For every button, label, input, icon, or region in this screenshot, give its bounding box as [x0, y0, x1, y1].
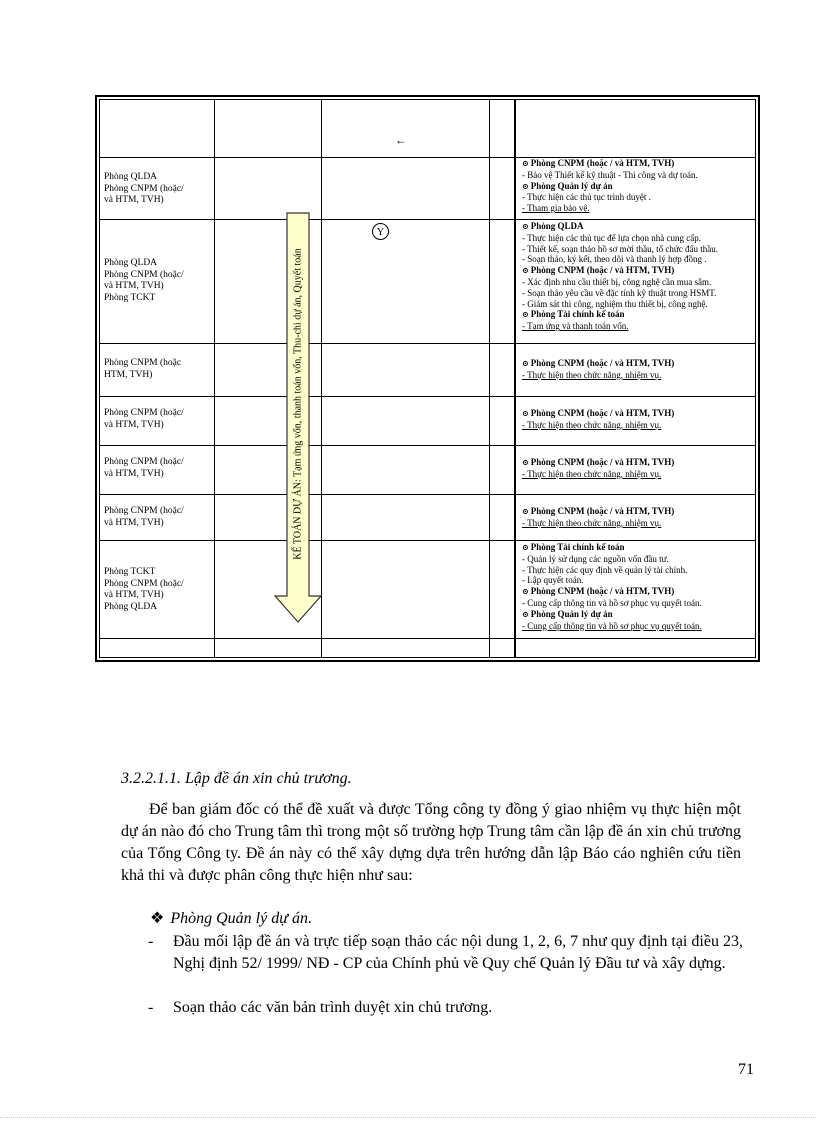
- dash-bullet: -: [148, 999, 154, 1016]
- task-heading: [522, 457, 752, 469]
- task-line: - Thực hiện theo chức năng, nhiệm vụ.: [522, 468, 662, 479]
- col-line-3: [489, 99, 490, 658]
- sub-heading-text: Phòng Quản lý dự án.: [170, 910, 312, 927]
- unit-line: Phòng CNPM (hoặc: [104, 358, 182, 368]
- task-heading: [522, 586, 752, 598]
- y-marker: Y: [372, 223, 389, 240]
- unit-line: Phòng CNPM (hoặc/: [104, 269, 184, 280]
- section-number: 3.2.2.1.1.: [121, 770, 181, 787]
- circle-bullet-icon: ⊙: [522, 458, 531, 467]
- task-heading-text: Phòng CNPM (hoặc / và HTM, TVH): [530, 408, 675, 418]
- unit-line: và HTM, TVH): [104, 419, 164, 430]
- task-heading: [522, 221, 752, 233]
- row-line: [99, 638, 756, 639]
- task-heading: [522, 408, 752, 420]
- task-line: - Thực hiện theo chức năng, nhiệm vụ.: [522, 517, 662, 528]
- page-number: 71: [738, 1061, 754, 1078]
- row-line: [99, 445, 756, 446]
- row-line: [99, 540, 756, 541]
- row-task-cell: [522, 408, 752, 431]
- task-heading-text: Phòng CNPM (hoặc / và HTM, TVH): [530, 457, 675, 467]
- task-heading: [522, 506, 752, 518]
- unit-line: Phòng CNPM (hoặc/: [104, 578, 184, 589]
- task-heading-text: Phòng Tài chính kế toán: [530, 542, 625, 552]
- unit-line: và HTM, TVH): [104, 195, 164, 205]
- footer-divider: [0, 1117, 816, 1118]
- dash-bullet: -: [148, 933, 154, 950]
- circle-bullet-icon: ⊙: [522, 609, 531, 619]
- task-heading: [522, 358, 752, 370]
- task-heading-text: Phòng CNPM (hoặc / và HTM, TVH): [530, 265, 675, 276]
- task-heading-text: Phòng QLDA: [530, 221, 584, 231]
- section-title: Lập đề án xin chủ trương: [185, 770, 348, 787]
- accounting-arrow-label: KẾ TOÁN DỰ ÁN: Tạm ứng vốn, thanh toán vốn, Thu-chi dự án, Quyết toán: [292, 248, 304, 560]
- task-heading-text: Phòng Quản lý dự án: [530, 180, 613, 191]
- row-unit-cell: [104, 457, 184, 480]
- task-heading: [522, 309, 752, 321]
- unit-line: và HTM, TVH): [104, 468, 164, 479]
- paragraph-text: Để ban giám đốc có thể đề xuất và được Tổng công ty đồng ý giao nhiệm vụ thực hiện một dự án nào đó cho Trung tâm thì trong một số trường hợp Trung tâm cần lập đề án xin chủ trương của Tổng Công ty. Đề án này có thể xây dựng dựa trên hướng dẫn lập Báo cáo nghiên cứu tiền khả thi và được phân công thực hiện như sau:: [121, 801, 741, 884]
- circle-bullet-icon: ⊙: [522, 587, 531, 597]
- col-line-1: [214, 99, 215, 658]
- task-line: - Soạn thảo yêu cầu về đặc tính kỹ thuật trong HSMT.: [522, 287, 717, 298]
- task-heading: [522, 158, 752, 170]
- sub-heading: [150, 908, 312, 928]
- row-task-cell: [522, 506, 752, 529]
- task-line: - Thực hiện các thủ tục trình duyệt .: [522, 192, 651, 203]
- circle-bullet-icon: ⊙: [522, 266, 531, 276]
- unit-line: Phòng QLDA: [104, 258, 158, 268]
- task-heading-text: Phòng CNPM (hoặc / và HTM, TVH): [530, 358, 675, 368]
- list-item-text: Soạn thảo các văn bản trình duyệt xin chủ trương.: [173, 999, 493, 1016]
- row-unit-cell: [104, 358, 181, 381]
- unit-line: Phòng CNPM (hoặc/: [104, 408, 184, 418]
- task-heading: [522, 609, 752, 621]
- row-unit-cell: [104, 506, 184, 529]
- left-arrow-icon: ←: [395, 133, 407, 147]
- section-title-suffix: .: [347, 770, 352, 787]
- row-unit-cell: [104, 408, 184, 431]
- unit-line: Phòng TCKT: [104, 292, 156, 303]
- row-unit-cell: [104, 258, 184, 304]
- list-item: [148, 931, 743, 975]
- task-line: - Thực hiện các thủ tục để lựa chọn nhà cung cấp.: [522, 232, 702, 243]
- circle-bullet-icon: ⊙: [522, 543, 531, 552]
- circle-bullet-icon: ⊙: [522, 159, 531, 168]
- unit-line: và HTM, TVH): [104, 590, 164, 600]
- list-item: [148, 997, 743, 1019]
- unit-line: và HTM, TVH): [104, 281, 164, 291]
- task-line: - Bảo vệ Thiết kế kỹ thuật - Thi công và dự toán.: [522, 169, 698, 180]
- unit-line: và HTM, TVH): [104, 517, 164, 528]
- task-heading-text: Phòng CNPM (hoặc / và HTM, TVH): [530, 158, 675, 168]
- diamond-bullet-icon: ❖: [150, 910, 165, 927]
- row-task-cell: [522, 221, 752, 332]
- unit-line: Phòng CNPM (hoặc/: [104, 183, 184, 194]
- unit-line: Phòng TCKT: [104, 567, 156, 577]
- list-item-text: Đầu mối lập đề án và trực tiếp soạn thảo các nội dung 1, 2, 6, 7 như quy định tại điều 23, Nghị định 52/ 1999/ NĐ - CP của Chính phủ về Quy chế Quản lý Đầu tư và xây dựng.: [173, 933, 743, 972]
- unit-line: Phòng CNPM (hoặc/: [104, 457, 184, 467]
- task-line: - Giám sát thi công, nghiệm thu thiết bị, công nghệ.: [522, 298, 708, 309]
- task-heading-text: Phòng Tài chính kế toán: [530, 309, 625, 320]
- task-line: - Thực hiện theo chức năng, nhiệm vụ.: [522, 419, 662, 430]
- task-heading-text: Phòng CNPM (hoặc / và HTM, TVH): [530, 586, 675, 597]
- row-task-cell: [522, 158, 752, 214]
- section-heading: [121, 770, 352, 788]
- circle-bullet-icon: ⊙: [522, 409, 531, 418]
- circle-bullet-icon: ⊙: [522, 310, 531, 320]
- task-line: - Quản lý sử dụng các nguồn vốn đầu tư.: [522, 553, 669, 564]
- row-line: [99, 343, 756, 344]
- row-unit-cell: [104, 567, 184, 613]
- task-heading-text: Phòng Quản lý dự án: [530, 608, 613, 619]
- row-line: [99, 219, 756, 220]
- task-line: - Cung cấp thông tin và hồ sơ phục vụ quyết toán.: [522, 597, 702, 608]
- task-line: - Lập quyết toán.: [522, 575, 584, 586]
- task-line: - Tạm ứng và thanh toán vốn.: [522, 321, 629, 332]
- unit-line: Phòng CNPM (hoặc/: [104, 506, 184, 516]
- task-line: - Thực hiện theo chức năng, nhiệm vụ.: [522, 369, 662, 380]
- row-task-cell: [522, 358, 752, 381]
- task-line: - Thiết kế, soạn thảo hồ sơ mời thầu, tổ chức đấu thầu.: [522, 243, 718, 254]
- circle-bullet-icon: ⊙: [522, 181, 531, 191]
- task-heading: [522, 265, 752, 277]
- task-line: - Thực hiện các quy định về quản lý tài chính.: [522, 564, 688, 575]
- col-line-4: [514, 99, 516, 658]
- task-line: - Xác định nhu cầu thiết bị, công nghệ cần mua sắm.: [522, 276, 712, 287]
- circle-bullet-icon: ⊙: [522, 507, 531, 516]
- task-heading: [522, 542, 752, 554]
- row-line: [99, 494, 756, 495]
- circle-bullet-icon: ⊙: [522, 222, 531, 231]
- task-line: - Cung cấp thông tin và hồ sơ phục vụ quyết toán.: [522, 620, 702, 631]
- task-line: - Tham gia bảo vệ.: [522, 203, 590, 214]
- row-unit-cell: [104, 172, 184, 207]
- unit-line: Phòng QLDA: [104, 601, 158, 612]
- circle-bullet-icon: ⊙: [522, 359, 531, 368]
- task-line: - Soạn thảo, ký kết, theo dõi và thanh lý hợp đồng .: [522, 254, 707, 265]
- row-task-cell: [522, 457, 752, 480]
- row-task-cell: [522, 542, 752, 631]
- task-heading: [522, 181, 752, 193]
- task-heading-text: Phòng CNPM (hoặc / và HTM, TVH): [530, 506, 675, 516]
- body-paragraph: [121, 799, 741, 887]
- unit-line: Phòng QLDA: [104, 172, 158, 182]
- unit-line: HTM, TVH): [104, 369, 153, 380]
- row-line: [99, 396, 756, 397]
